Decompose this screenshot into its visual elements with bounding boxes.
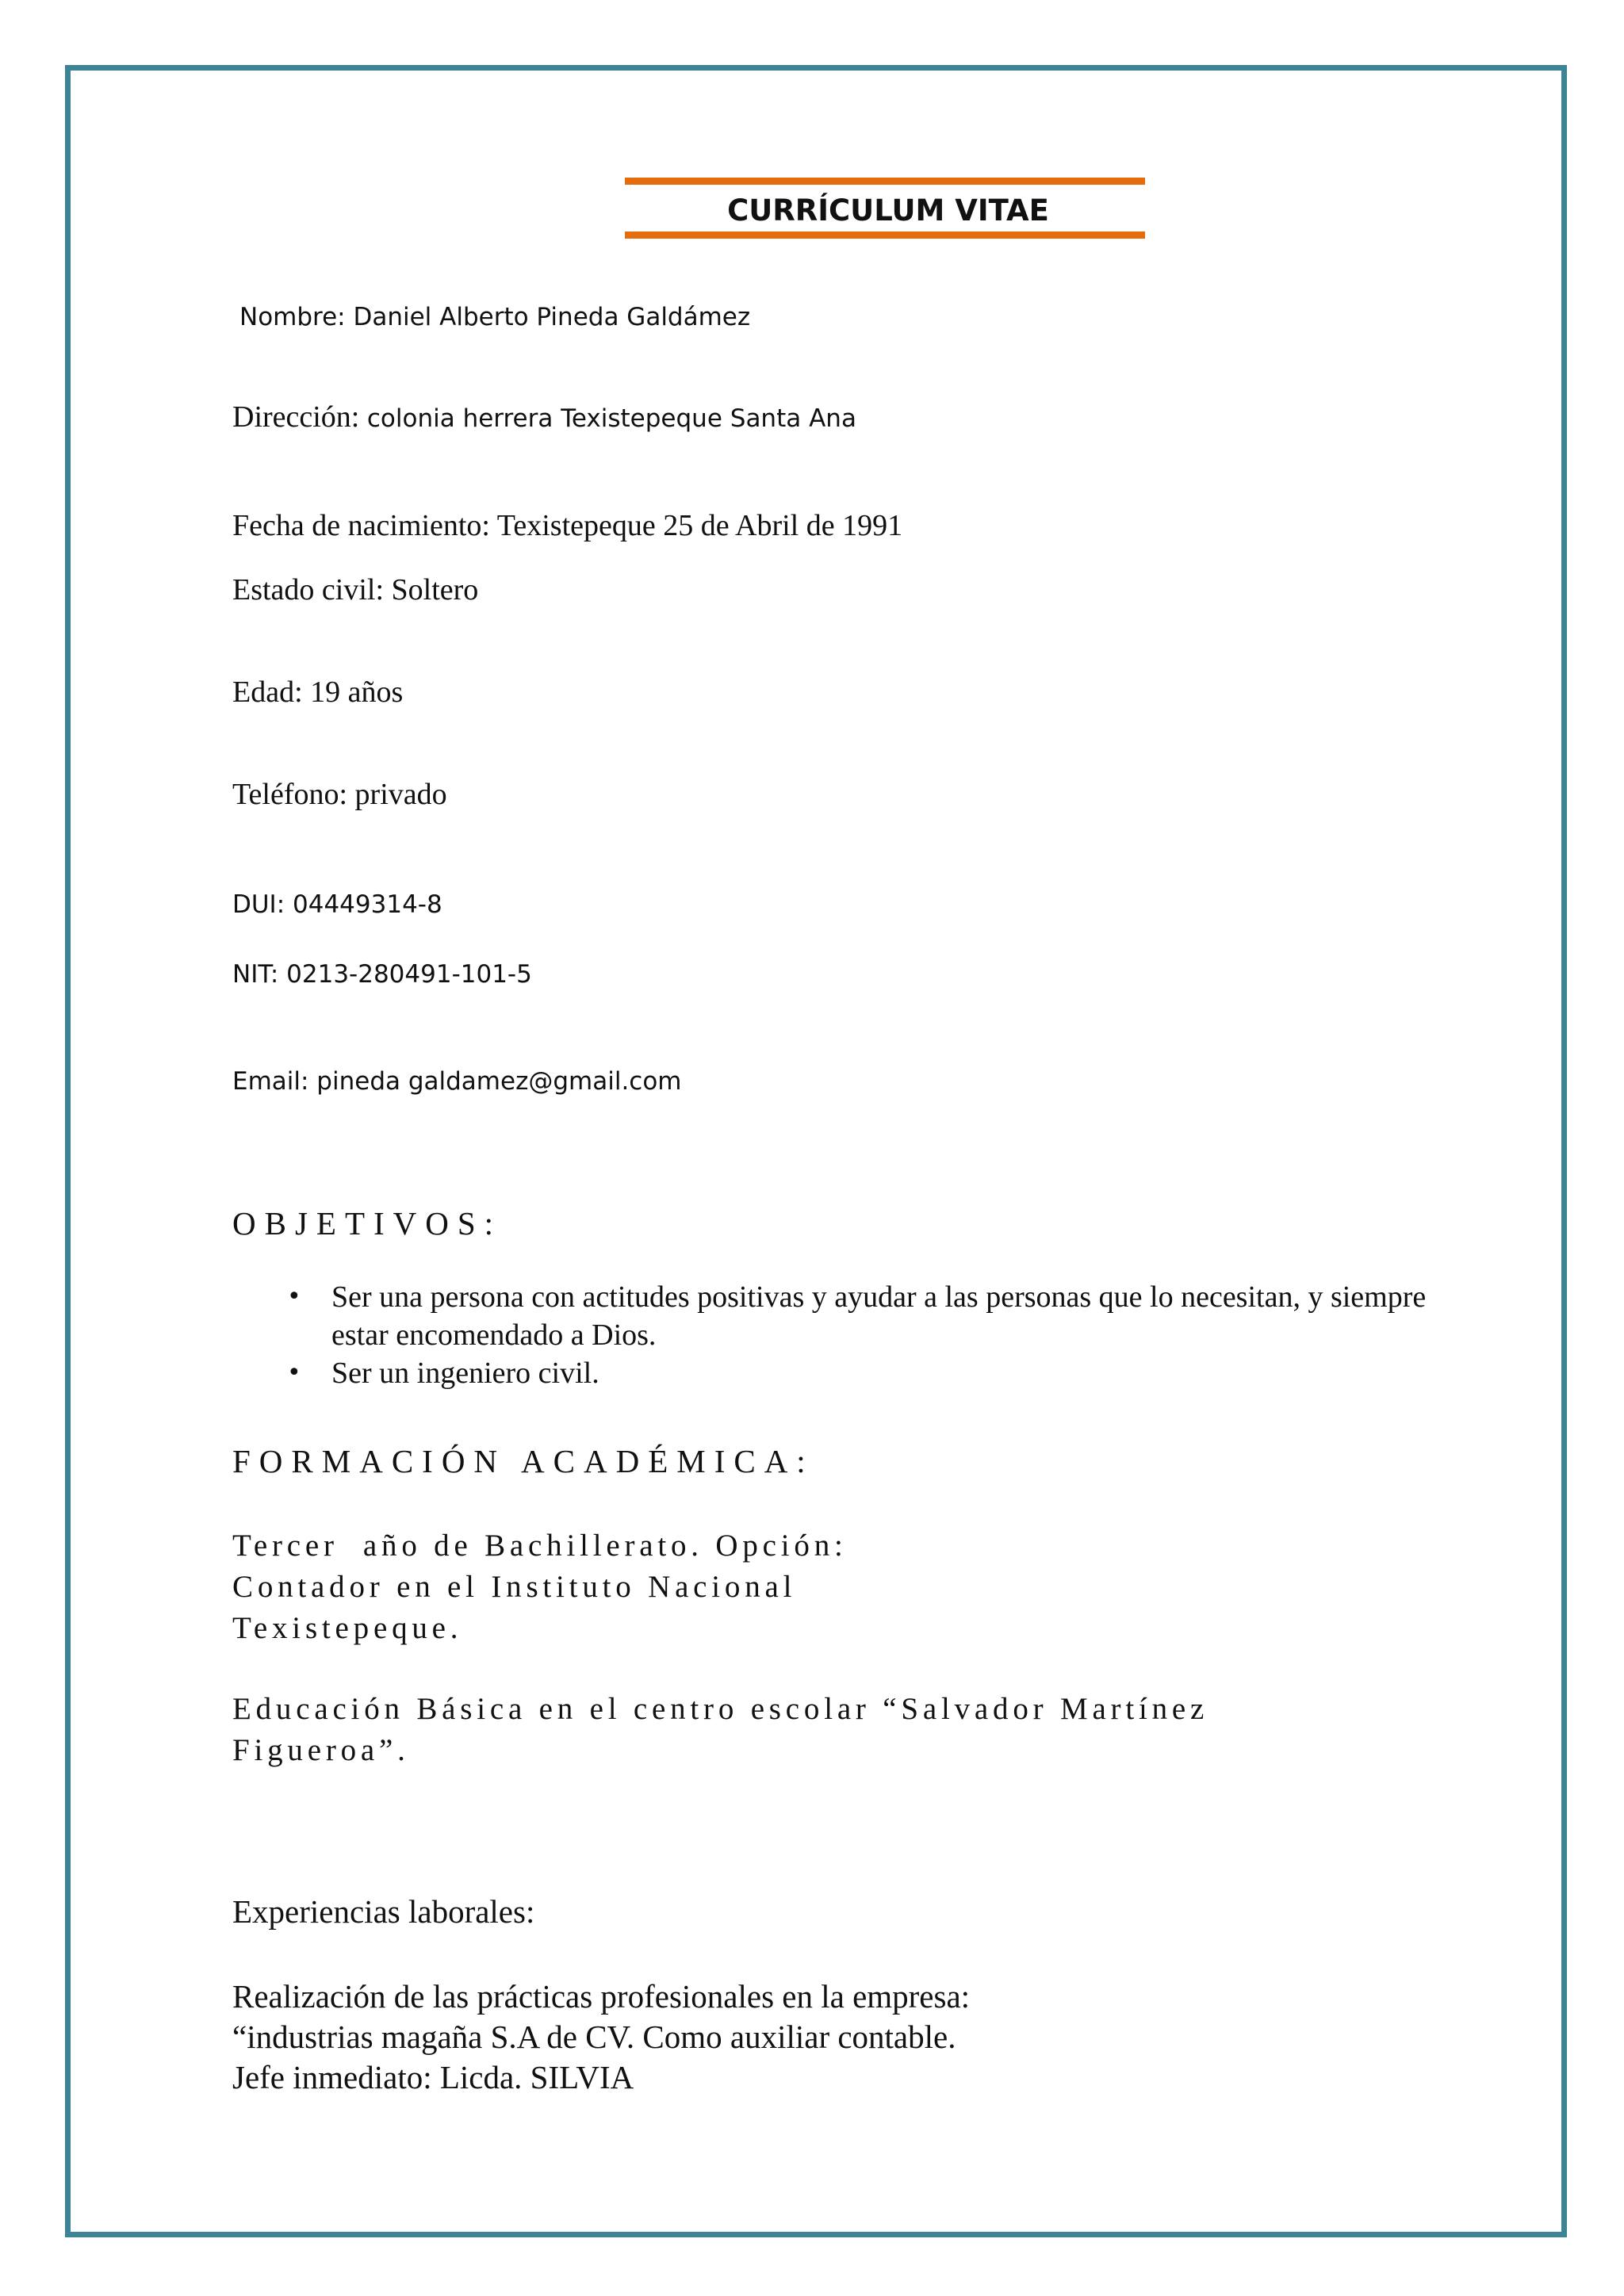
objetivos-heading: OBJETIVOS:	[232, 1205, 503, 1242]
experiencia-line: Jefe inmediato: Licda. SILVIA	[232, 2059, 634, 2095]
formacion-heading: FORMACIÓN ACADÉMICA:	[232, 1443, 814, 1479]
nombre-line: Nombre: Daniel Alberto Pineda Galdámez	[239, 303, 751, 331]
direccion-label: Dirección:	[232, 400, 367, 434]
objetivo-item	[284, 1354, 1473, 1392]
bullet-icon: •	[287, 1283, 301, 1311]
formacion-line: Figueroa”.	[232, 1733, 410, 1767]
telefono-line: Teléfono: privado	[232, 778, 447, 811]
objetivo-item	[284, 1278, 1473, 1354]
document-title-text: CURRÍCULUM VITAE	[727, 193, 1049, 228]
formacion-line: Educación Básica en el centro escolar “Salvador Martínez	[232, 1692, 1209, 1726]
direccion-value: colonia herrera Texistepeque Santa Ana	[366, 404, 856, 433]
experiencia-line: “industrias magaña S.A de CV. Como auxiliar contable.	[232, 2019, 956, 2055]
objetivo-text: Ser un ingeniero civil.	[331, 1357, 599, 1390]
document-title	[625, 192, 1145, 230]
title-block	[625, 178, 1145, 241]
experiencia-line: Realización de las prácticas profesionales en la empresa:	[232, 1978, 971, 2015]
direccion-line	[232, 399, 856, 435]
title-bottom-rule	[625, 232, 1145, 239]
title-top-rule	[625, 178, 1145, 185]
fecha-nacimiento-line: Fecha de nacimiento: Texistepeque 25 de Abril de 1991	[232, 509, 903, 542]
experiencia-heading: Experiencias laborales:	[232, 1893, 535, 1930]
nit-line: NIT: 0213-280491-101-5	[232, 960, 532, 989]
objetivos-list	[284, 1278, 1473, 1392]
formacion-line: Texistepeque.	[232, 1611, 463, 1645]
formacion-line: Contador en el Instituto Nacional	[232, 1570, 797, 1604]
dui-line: DUI: 04449314-8	[232, 890, 442, 919]
estado-civil-line: Estado civil: Soltero	[232, 573, 479, 607]
objetivo-text: Ser una persona con actitudes positivas y ayudar a las personas que lo necesitan, y siempre estar encomendado a Dios.	[331, 1280, 1427, 1352]
email-line: Email: pineda galdamez@gmail.com	[232, 1067, 682, 1096]
formacion-line: Tercer año de Bachillerato. Opción:	[232, 1529, 848, 1563]
edad-line: Edad: 19 años	[232, 675, 404, 709]
bullet-icon: •	[287, 1359, 301, 1387]
